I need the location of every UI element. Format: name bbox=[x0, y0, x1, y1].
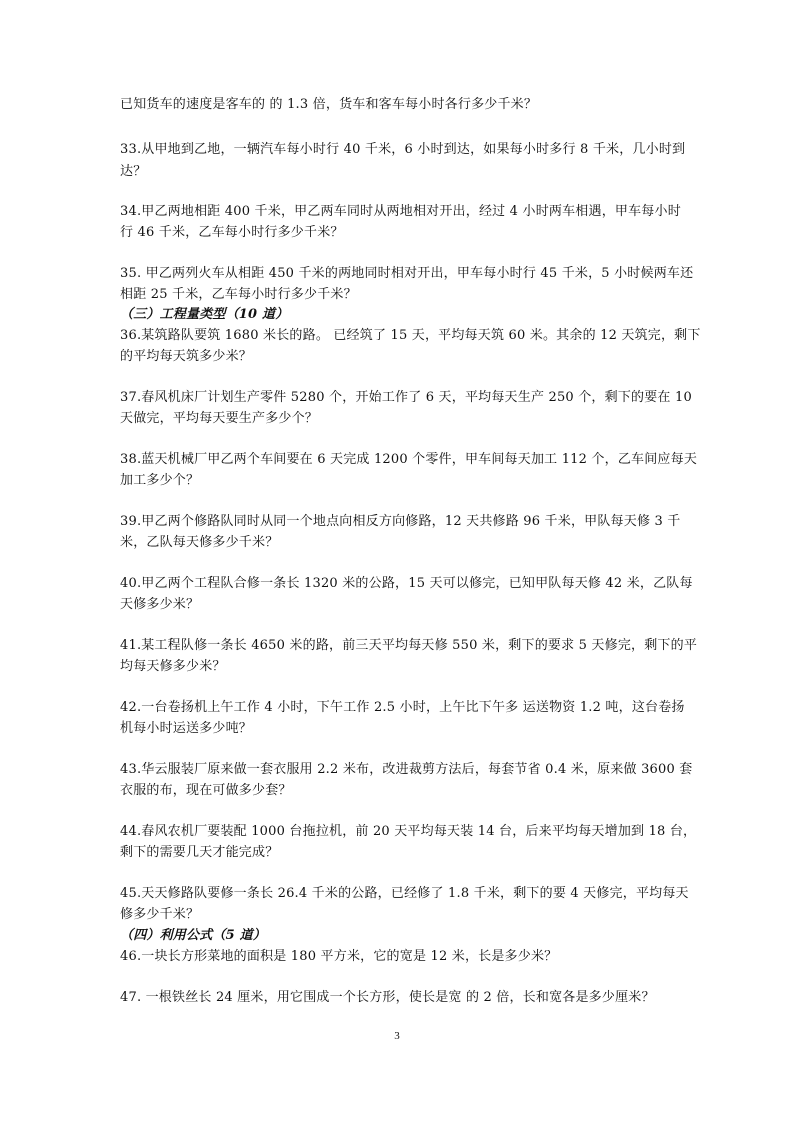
problem-42-line-2: 机每小时运送多少吨？ bbox=[120, 721, 253, 736]
problem-44-line-2: 剩下的需要几天才能完成？ bbox=[120, 845, 279, 860]
problem-43-line-2: 衣服的布，现在可做多少套？ bbox=[120, 783, 292, 798]
problem-44-line-1: 44.春风农机厂要装配 1000 台拖拉机，前 20 天平均每天装 14 台，后来平均每天增加到 18 台， bbox=[120, 824, 697, 839]
problem-47-line-1: 47. 一根铁丝长 24 厘米，用它围成一个长方形，使长是宽 的 2 倍，长和宽各是多少厘米？ bbox=[120, 990, 655, 1005]
problem-33-line-2: 达？ bbox=[120, 164, 147, 179]
problem-35-line-2: 相距 25 千米，乙车每小时行多少千米？ bbox=[120, 287, 357, 302]
problem-42-line-1: 42.一台卷扬机上午工作 4 小时，下午工作 2.5 小时，上午比下午多 运送物资 1.2 吨，这台卷扬 bbox=[120, 700, 685, 715]
problem-36-line-1: 36.某筑路队要筑 1680 米长的路。 已经筑了 15 天，平均每天筑 60 米。其余的 12 天筑完，剩下 bbox=[120, 328, 701, 343]
problem-39-line-1: 39.甲乙两个修路队同时从同一个地点向相反方向修路，12 天共修路 96 千米，甲队每天修 3 千 bbox=[120, 514, 681, 529]
page-number: 3 bbox=[394, 1030, 400, 1042]
problem-35-line-1: 35. 甲乙两列火车从相距 450 千米的两地同时相对开出，甲车每小时行 45 千米，5 小时候两车还 bbox=[120, 266, 694, 281]
problem-40-line-1: 40.甲乙两个工程队合修一条长 1320 米的公路，15 天可以修完，已知甲队每天修 42 米，乙队每 bbox=[120, 576, 693, 591]
section-heading-3: （三）工程量类型（10 道） bbox=[120, 307, 289, 322]
problem-37-line-2: 天做完，平均每天要生产多少个？ bbox=[120, 411, 319, 426]
problem-34-line-1: 34.甲乙两地相距 400 千米，甲乙两车同时从两地相对开出，经过 4 小时两车相遇，甲车每小时 bbox=[120, 204, 681, 219]
problem-34-line-2: 行 46 千米，乙车每小时行多少千米？ bbox=[120, 225, 344, 240]
problem-45-line-2: 修多少千米？ bbox=[120, 907, 200, 922]
problem-39-line-2: 米，乙队每天修多少千米？ bbox=[120, 535, 279, 550]
problem-38-line-2: 加工多少个？ bbox=[120, 473, 200, 488]
problem-41-line-2: 均每天修多少米？ bbox=[120, 659, 226, 674]
section-heading-4: （四）利用公式（5 道） bbox=[120, 928, 266, 943]
problem-43-line-1: 43.华云服装厂原来做一套衣服用 2.2 米布，改进裁剪方法后，每套节省 0.4 米，原来做 3600 套 bbox=[120, 762, 693, 777]
problem-38-line-1: 38.蓝天机械厂甲乙两个车间要在 6 天完成 1200 个零件，甲车间每天加工 112 个，乙车间应每天 bbox=[120, 452, 698, 467]
problem-33-line-1: 33.从甲地到乙地，一辆汽车每小时行 40 千米，6 小时到达，如果每小时多行 8 千米，几小时到 bbox=[120, 142, 686, 157]
problem-37-line-1: 37.春风机床厂计划生产零件 5280 个，开始工作了 6 天，平均每天生产 250 个，剩下的要在 10 bbox=[120, 390, 692, 405]
problem-41-line-1: 41.某工程队修一条长 4650 米的路，前三天平均每天修 550 米，剩下的要求 5 天修完，剩下的平 bbox=[120, 638, 698, 653]
problem-40-line-2: 天修多少米？ bbox=[120, 597, 200, 612]
problem-36-line-2: 的平均每天筑多少米？ bbox=[120, 349, 253, 364]
problem-45-line-1: 45.天天修路队要修一条长 26.4 千米的公路，已经修了 1.8 千米，剩下的要 4 天修完，平均每天 bbox=[120, 886, 689, 901]
text-line: 已知货车的速度是客车的 的 1.3 倍，货车和客车每小时各行多少千米？ bbox=[120, 97, 538, 112]
problem-46-line-1: 46.一块长方形菜地的面积是 180 平方米，它的宽是 12 米，长是多少米？ bbox=[120, 949, 558, 964]
